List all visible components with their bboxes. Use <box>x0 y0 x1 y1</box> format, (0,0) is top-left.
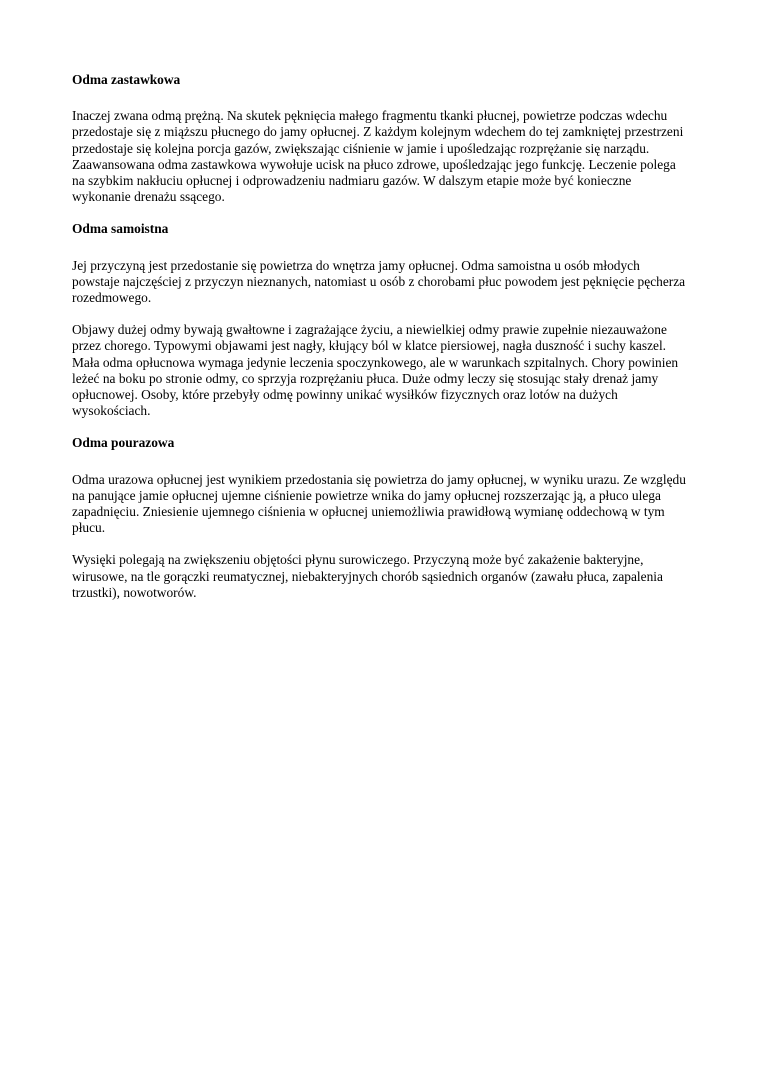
paragraph: Wysięki polegają na zwiększeniu objętości płynu surowiczego. Przyczyną może być zakażenie bakteryjne, wirusowe, na tle gorączki reumatycznej, niebakteryjnych chorób sąsiednich organów (zawału płuca, zapalenia trzustki), nowotworów. <box>72 552 663 600</box>
section-odma-zastawkowa <box>72 72 690 205</box>
section-odma-samoistna <box>72 221 690 419</box>
section-odma-pourazowa <box>72 435 690 601</box>
paragraph: Odma urazowa opłucnej jest wynikiem przedostania się powietrza do jamy opłucnej, w wyniku urazu. Ze względu na panujące jamie opłucnej ujemne ciśnienie powietrze wnika do jamy opłucnej rozszerzając ją, a płuco ulega zapadnięciu. Zniesienie ujemnego ciśnienia w opłucnej uniemożliwia prawidłową wymianę oddechową w tym płucu. <box>72 471 686 536</box>
paragraph: Inaczej zwana odmą prężną. Na skutek pęknięcia małego fragmentu tkanki płucnej, powietrze podczas wdechu przedostaje się z miąższu płucnego do jamy opłucnej. Z każdym kolejnym wdechem do tej zamkniętej przestrzeni przedostaje się kolejna porcja gazów, zwiększając ciśnienie w jamie i upośledzając rozprężanie się narządu. Zaawansowana odma zastawkowa wywołuje ucisk na płuco zdrowe, upośledzając jego funkcję. Leczenie polega na szybkim nakłuciu opłucnej i odprowadzeniu nadmiaru gazów. W dalszym etapie może być konieczne wykonanie drenażu ssącego. <box>72 108 684 205</box>
section-heading: Odma zastawkowa <box>72 72 181 87</box>
paragraph: Jej przyczyną jest przedostanie się powietrza do wnętrza jamy opłucnej. Odma samoistna u osób młodych powstaje najczęściej z przyczyn nieznanych, natomiast u osób z chorobami płuc powodem jest pęknięcie pęcherza rozedmowego. <box>72 257 686 306</box>
section-heading: Odma pourazowa <box>72 435 175 451</box>
document-body <box>72 72 690 617</box>
section-heading: Odma samoistna <box>72 221 169 237</box>
paragraph: Objawy dużej odmy bywają gwałtowne i zagrażające życiu, a niewielkiej odmy prawie zupełnie niezauważone przez chorego. Typowymi objawami jest nagły, kłujący ból w klatce piersiowej, nagła duszność i suchy kaszel. Mała odma opłucnowa wymaga jedynie leczenia spoczynkowego, ale w warunkach szpitalnych. Chory powinien leżeć na boku po stronie odmy, co sprzyja rozprężaniu płuca. Duże odmy leczy się stosując stały drenaż jamy opłucnowej. Osoby, które przebyły odmę powinny unikać wysiłków fizycznych oraz lotów na dużych wysokościach. <box>72 322 679 419</box>
